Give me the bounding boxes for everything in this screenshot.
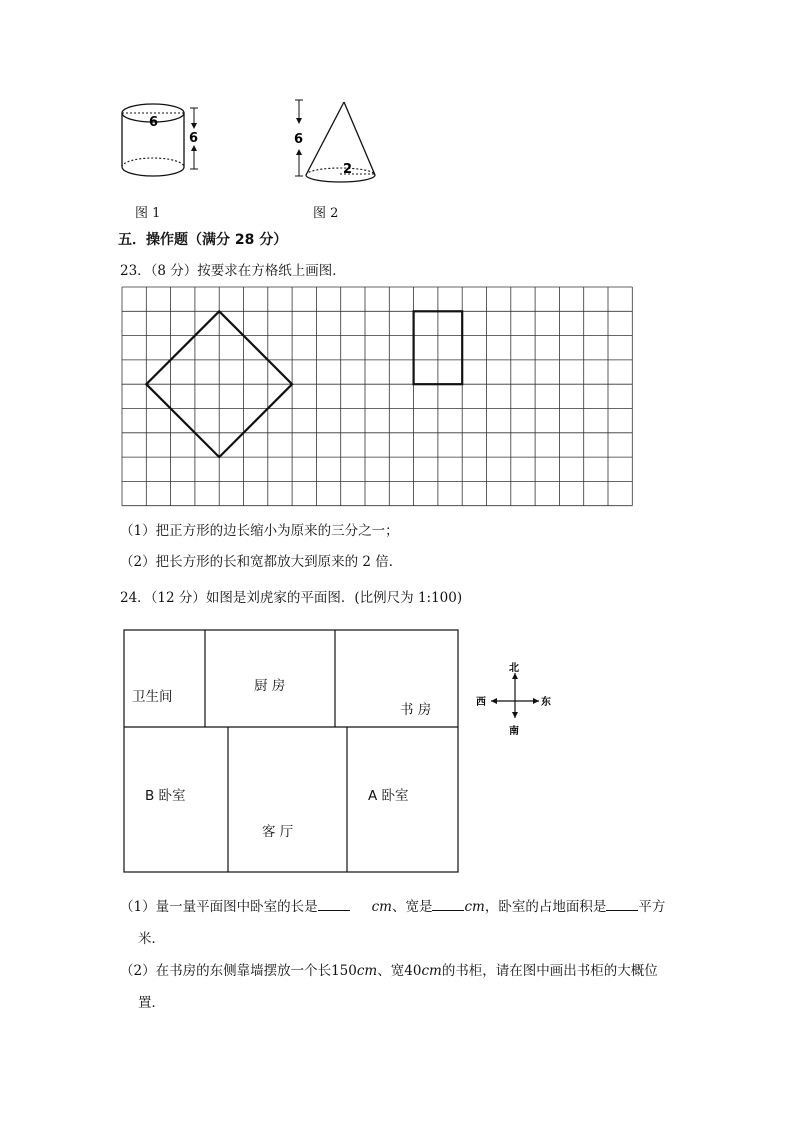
- q24-sub2-line1: [120, 959, 658, 979]
- q24-sub1-text-a: （1）量一量平面图中卧室的长是: [120, 899, 318, 915]
- q24-sub1-line2: 米．: [138, 931, 165, 947]
- cone-radius-dim: 2: [343, 162, 353, 177]
- section-5-title: 五．操作题（满分 28 分）: [118, 232, 288, 248]
- q24-sub2-text-a: （2）在书房的东侧靠墙摆放一个长: [120, 963, 332, 979]
- cylinder-height-dim: 6: [189, 131, 199, 146]
- figure-2-label: 图 2: [313, 206, 339, 221]
- answer-blank-length[interactable]: [318, 896, 350, 911]
- cone-height-dim: 6: [294, 132, 304, 147]
- unit-cm-4: cm: [421, 963, 442, 979]
- compass-rose: [474, 660, 556, 740]
- room-bedroom-a: A 卧室: [368, 788, 409, 804]
- room-kitchen: 厨 房: [254, 678, 286, 694]
- bookcase-width: 40: [404, 963, 422, 979]
- room-living: 客 厅: [262, 824, 294, 840]
- q24-sub1-line1: [120, 895, 665, 915]
- compass-east: 东: [541, 697, 551, 708]
- figure-1-label: 图 1: [135, 206, 161, 221]
- answer-blank-width[interactable]: [432, 896, 464, 911]
- q24-heading: 24．（12 分）如图是刘虎家的平面图．(比例尺为 1:100): [120, 590, 463, 606]
- compass-west: 西: [476, 697, 486, 708]
- q23-sub1: （1）把正方形的边长缩小为原来的三分之一；: [120, 523, 399, 539]
- q24-sub2-line2: 置．: [138, 995, 165, 1011]
- grid-paper: [121, 286, 635, 508]
- compass-south: 南: [509, 726, 519, 737]
- room-bathroom: 卫生间: [132, 689, 173, 705]
- cylinder-figure: [115, 95, 225, 190]
- q24-sub2-text-b: 、宽: [377, 963, 405, 979]
- q24-sub1-text-c: ，卧室的占地面积是: [484, 899, 607, 915]
- q23-heading: 23．（8 分）按要求在方格纸上画图．: [120, 263, 346, 279]
- q24-sub2-text-c: 的书柜，请在图中画出书柜的大概位: [441, 963, 658, 979]
- q23-sub2: （2）把长方形的长和宽都放大到原来的 2 倍．: [120, 554, 403, 570]
- q24-sub1-text-b: 、宽是: [391, 899, 433, 915]
- bookcase-length: 150: [331, 963, 357, 979]
- room-bedroom-b: B 卧室: [145, 788, 186, 804]
- answer-blank-area[interactable]: [606, 896, 638, 911]
- cylinder-top-dim: 6: [149, 115, 159, 130]
- room-study: 书 房: [400, 702, 432, 718]
- unit-cm-3: cm: [356, 963, 378, 979]
- q24-sub1-text-d: 平方: [638, 899, 666, 915]
- unit-cm-2: cm: [464, 899, 485, 915]
- cone-figure: [290, 95, 385, 190]
- compass-north: 北: [509, 663, 519, 674]
- unit-cm-1: cm: [371, 899, 392, 915]
